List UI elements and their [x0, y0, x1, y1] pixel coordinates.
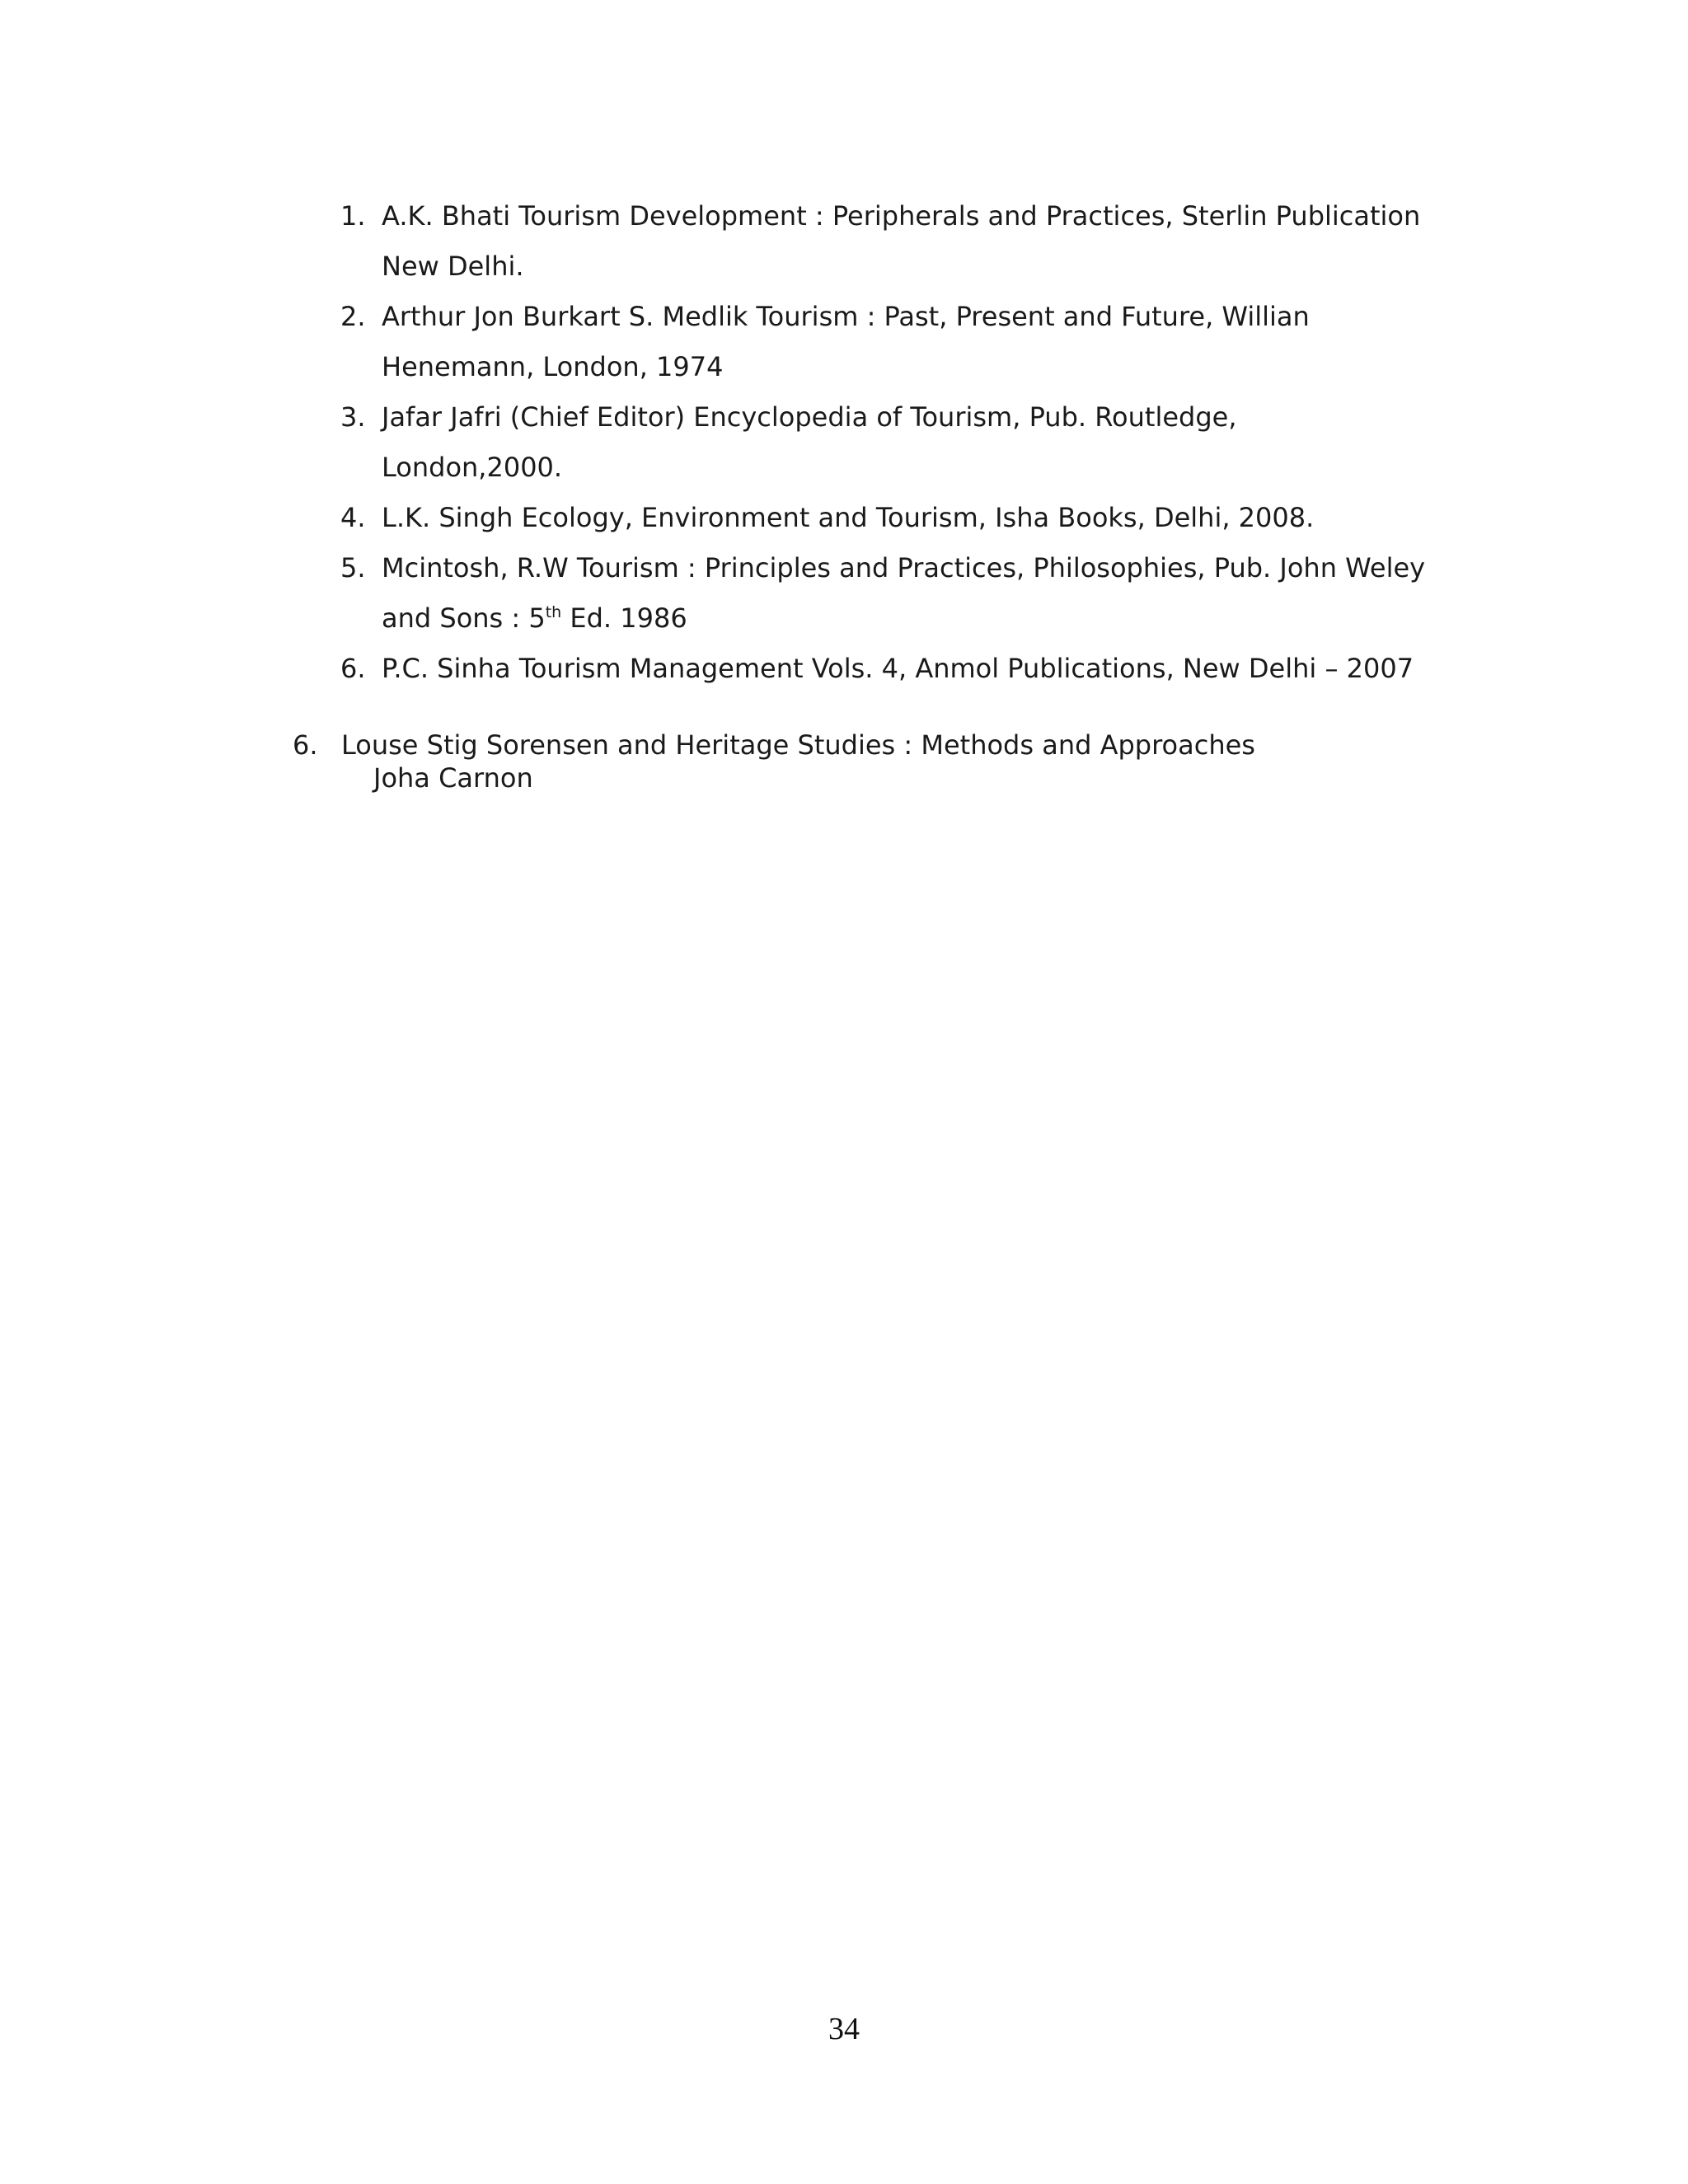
reference-text-part: Ed. 1986	[561, 602, 687, 634]
page-number: 34	[828, 2012, 860, 2046]
reference-text-continued: New Delhi.	[382, 251, 524, 282]
reference-text: A.K. Bhati Tourism Development : Peripherals and Practices, Sterlin Publication	[382, 200, 1421, 232]
reference-number: 4.	[340, 502, 366, 533]
list-item	[340, 493, 1428, 543]
list-item	[340, 392, 1428, 493]
list-item	[340, 191, 1428, 292]
reference-number: 1.	[340, 200, 366, 232]
reference-text: Mcintosh, R.W Tourism : Principles and Practices, Philosophies, Pub. John Weley	[382, 552, 1426, 583]
reference-number: 6.	[293, 729, 318, 761]
ordinal-superscript: th	[545, 603, 562, 621]
reference-number: 6.	[340, 653, 366, 684]
list-item	[340, 292, 1428, 392]
reference-text-part: and Sons : 5	[382, 602, 546, 634]
reference-text: L.K. Singh Ecology, Environment and Tourism, Isha Books, Delhi, 2008.	[382, 502, 1315, 533]
reference-text-continued: Henemann, London, 1974	[382, 351, 724, 382]
list-item	[340, 543, 1428, 644]
reference-number: 3.	[340, 401, 366, 433]
reference-number: 5.	[340, 552, 366, 583]
reference-list	[340, 191, 1428, 694]
reference-text: P.C. Sinha Tourism Management Vols. 4, Anmol Publications, New Delhi – 2007	[382, 653, 1414, 684]
list-item	[340, 644, 1428, 694]
reference-number: 2.	[340, 301, 366, 332]
reference-text-continued	[382, 593, 1428, 644]
reference-text: Jafar Jafri (Chief Editor) Encyclopedia of Tourism, Pub. Routledge,	[382, 401, 1237, 433]
reference-text: Louse Stig Sorensen and Heritage Studies : Methods and Approaches	[341, 729, 1255, 761]
reference-text-continued: London,2000.	[382, 452, 563, 483]
reference-text-continued: Joha Carnon	[373, 762, 533, 794]
reference-text: Arthur Jon Burkart S. Medlik Tourism : Past, Present and Future, Willian	[382, 301, 1310, 332]
